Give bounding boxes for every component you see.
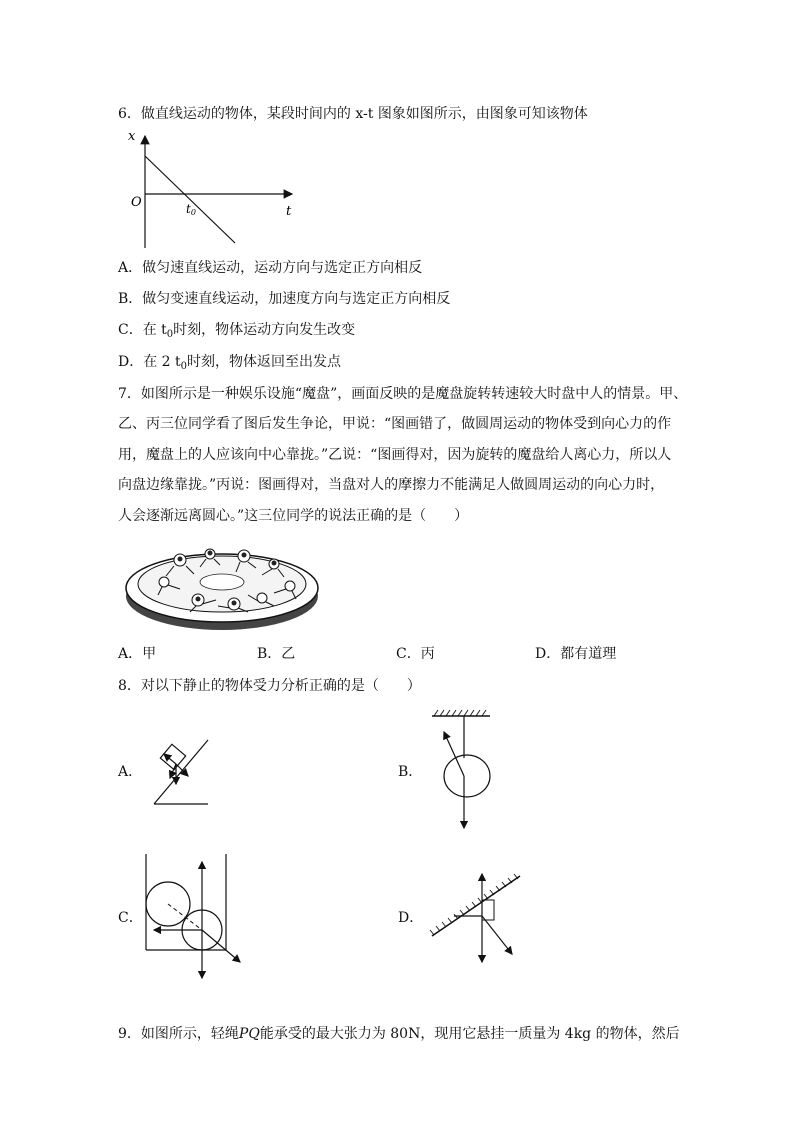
q9-stem: 9．如图所示，轻绳PQ能承受的最大张力为 80N，现用它悬挂一质量为 4kg 的物体，然后 <box>118 1026 680 1042</box>
q8-diagram-c <box>140 850 244 980</box>
q6-option-a: A．做匀速直线运动，运动方向与选定正方向相反 <box>118 260 423 276</box>
q6-option-b: B．做匀变速直线运动，加速度方向与选定正方向相反 <box>118 291 451 307</box>
q6-x-label: t <box>286 204 292 219</box>
q7-option-b: B．乙 <box>257 646 296 662</box>
q8-label-a: A． <box>118 764 143 780</box>
q8-diagram-d <box>430 866 526 966</box>
q6-origin-label: O <box>131 195 142 210</box>
q7-line-3: 用，魔盘上的人应该向中心靠拢。”乙说：“图画得对，因为旋转的魔盘给人离心力，所以人 <box>118 447 672 463</box>
q8-label-b: B． <box>398 764 423 780</box>
q6-xt-line <box>145 156 235 243</box>
q6-option-d: D．在 2 $t_0$时刻，物体返回至出发点 <box>118 354 342 372</box>
q8-stem: 8．对以下静止的物体受力分析正确的是（ ） <box>118 678 421 694</box>
q6-t0-label: t0 <box>186 202 196 217</box>
q6-option-c: C．在 $t_0$时刻，物体运动方向发生改变 <box>118 322 356 340</box>
q8-diagram-b <box>430 710 492 832</box>
q6-stem: 6．做直线运动的物体，某段时间内的 x-t 图象如图所示，由图象可知该物体 <box>118 106 588 122</box>
q7-option-d: D．都有道理 <box>535 646 617 662</box>
q7-option-c: C．丙 <box>396 646 435 662</box>
magic-disc-illustration <box>122 538 322 634</box>
q7-line-4: 向盘边缘靠拢。”丙说：图画得对，当盘对人的摩擦力不能满足人做圆周运动的向心力时， <box>118 477 665 493</box>
q8-label-c: C． <box>118 910 143 926</box>
q7-line-2: 乙、丙三位同学看了图后发生争论，甲说：“图画错了，做圆周运动的物体受到向心力的作 <box>118 416 672 432</box>
q7-line-1: 7．如图所示是一种娱乐设施“魔盘”，画面反映的是魔盘旋转转速较大时盘中人的情景。甲、 <box>118 386 688 402</box>
q8-diagram-a <box>150 736 212 808</box>
q7-line-5: 人会逐渐远离圆心。”这三位同学的说法正确的是（ ） <box>118 508 469 524</box>
q6-y-label: x <box>128 129 136 144</box>
q8-label-d: D． <box>398 910 424 926</box>
q6-xt-graph <box>120 126 300 251</box>
q7-option-a: A．甲 <box>118 646 157 662</box>
